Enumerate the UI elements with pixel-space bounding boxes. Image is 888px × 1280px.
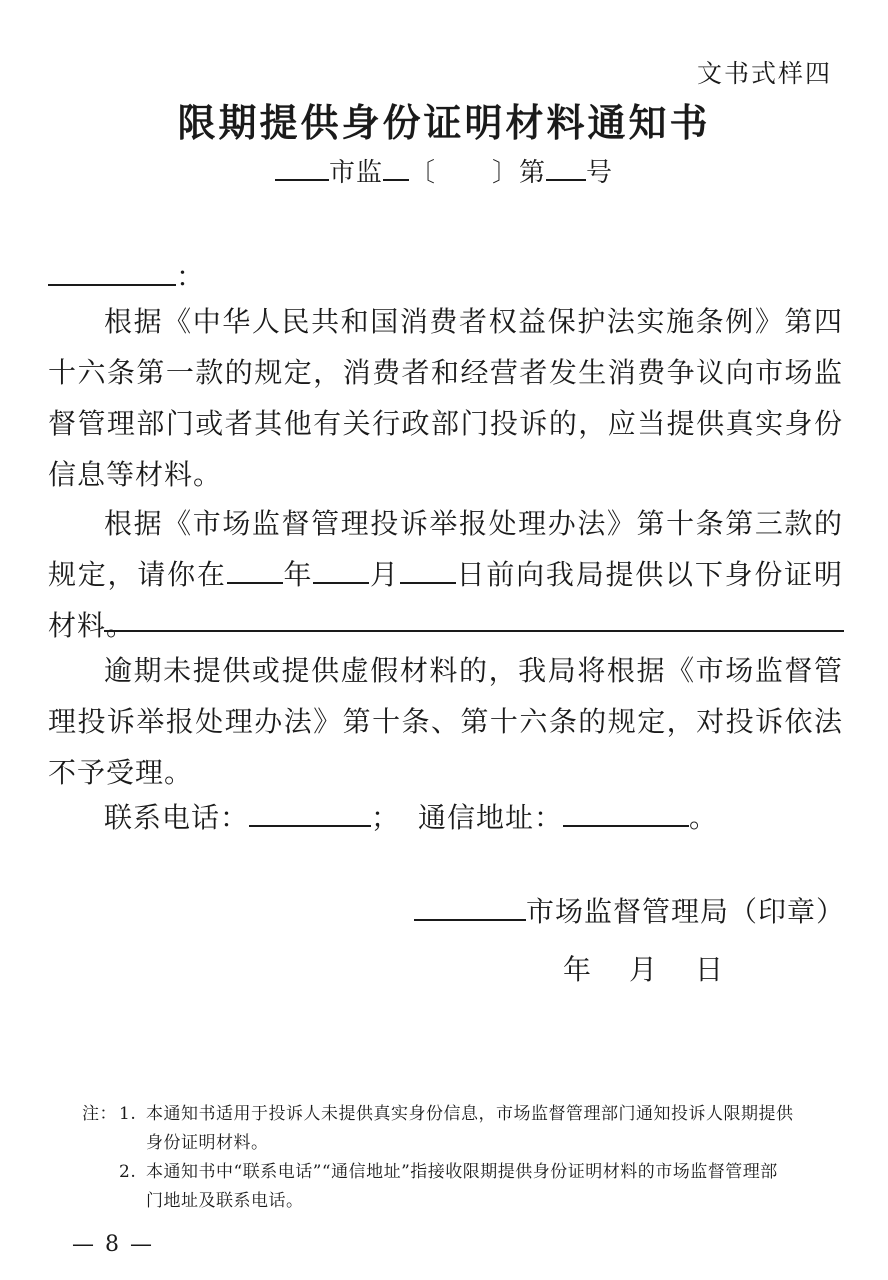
- page-number: — 8 —: [72, 1232, 154, 1257]
- document-number: [0, 152, 888, 189]
- document-sample-label: 文书式样四: [696, 59, 832, 88]
- note-text-continued: 门地址及联系电话。: [146, 1191, 304, 1211]
- note-number: 2.: [119, 1162, 137, 1182]
- blank-year: [227, 560, 283, 584]
- addressee-colon: ：: [176, 260, 205, 293]
- contact-end: 。: [689, 801, 719, 834]
- signature-date: [563, 948, 723, 988]
- deadline-text-end: 日前向我局提供以下身份证明材料。: [48, 558, 843, 642]
- blank-dept: [383, 157, 409, 181]
- blank-day: [400, 560, 456, 584]
- signature-year: 年: [563, 953, 592, 986]
- blank-serial: [546, 157, 586, 181]
- materials-fill-line: [104, 630, 844, 632]
- document-title: 限期提供身份证明材料通知书: [177, 100, 711, 145]
- blank-org: [414, 897, 526, 921]
- contact-phone-label: 联系电话：: [104, 801, 250, 834]
- blank-issuer: [275, 157, 329, 181]
- blank-phone: [249, 803, 371, 827]
- deadline-text-start: 根据《市场监督管理投诉举报处理办法》第十条第三款的规定，请你在: [48, 507, 843, 591]
- number-bracket-open: 〔: [408, 158, 436, 188]
- paragraph-deadline: [48, 498, 843, 651]
- contact-line: [104, 796, 718, 836]
- blank-addressee: [48, 262, 176, 286]
- blank-address: [563, 803, 689, 827]
- number-part-city: 市监: [328, 158, 383, 188]
- note-item: [82, 1158, 794, 1187]
- signature-org: 市场监督管理局（印章）: [526, 895, 846, 928]
- note-item: [82, 1100, 794, 1129]
- notes-prefix: 注：: [82, 1104, 117, 1124]
- note-text: 本通知书适用于投诉人未提供真实身份信息，市场监督管理部门通知投诉人限期提供: [146, 1104, 794, 1124]
- note-text: 本通知书中“联系电话”“通信地址”指接收限期提供身份证明材料的市场监督管理部: [146, 1162, 778, 1182]
- contact-separator: ；: [371, 801, 401, 834]
- deadline-year-label: 年: [282, 558, 314, 591]
- note-text-continued: 身份证明材料。: [146, 1133, 269, 1153]
- contact-address-label: 通信地址：: [418, 801, 564, 834]
- note-number: 1.: [119, 1104, 137, 1124]
- number-bracket-close: 〕第: [492, 158, 547, 188]
- paragraph-consequence: 逾期未提供或提供虚假材料的，我局将根据《市场监督管理投诉举报处理办法》第十条、第十六条的规定，对投诉依法不予受理。: [48, 654, 843, 789]
- deadline-month-label: 月: [369, 558, 400, 591]
- blank-month: [313, 560, 369, 584]
- number-suffix: 号: [586, 158, 614, 188]
- signature-org-line: [414, 890, 845, 930]
- signature-day: 日: [695, 953, 724, 986]
- paragraph-legal-basis: 根据《中华人民共和国消费者权益保护法实施条例》第四十六条第一款的规定，消费者和经营者发生消费争议向市场监督管理部门或者其他有关行政部门投诉的，应当提供真实身份信息等材料。: [48, 305, 843, 491]
- signature-month: 月: [629, 953, 658, 986]
- addressee-line: [48, 255, 204, 295]
- notes-section: [82, 1100, 794, 1216]
